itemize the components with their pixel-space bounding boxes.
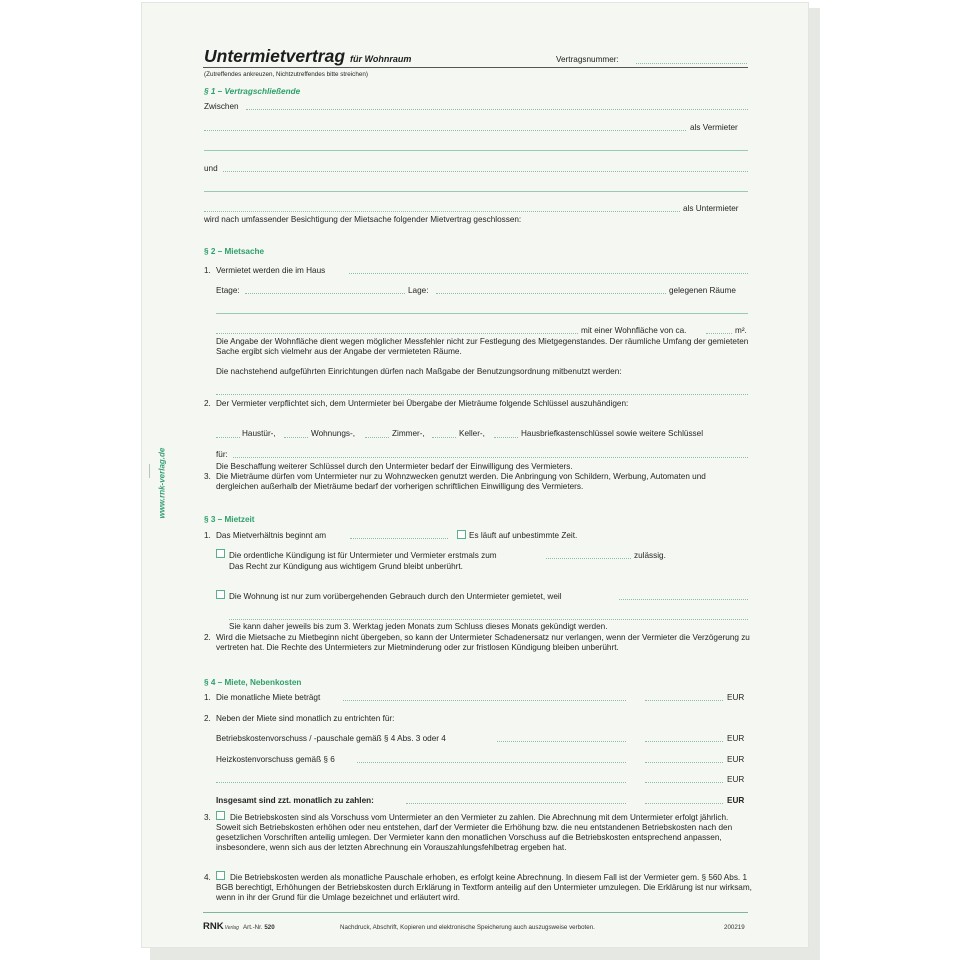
s2-item2-text: Der Vermieter verpflichtet sich, dem Untermieter bei Übergabe der Mieträume folgende Schlüssel auszuhändigen: [216, 399, 629, 408]
rooms-field-2[interactable] [216, 333, 578, 334]
operating-amount-field[interactable] [645, 741, 723, 742]
indefinite-label: Es läuft auf unbestimmte Zeit. [469, 531, 578, 540]
temporary-label: Die Wohnung ist nur zum vorübergehenden Gebrauch durch den Untermieter gemietet, weil [229, 592, 562, 601]
s4-item2-number: 2. [204, 714, 211, 723]
area-field[interactable] [706, 333, 732, 334]
location-label: Lage: [408, 286, 429, 295]
indefinite-checkbox[interactable] [457, 530, 466, 539]
floor-field[interactable] [245, 293, 405, 294]
monthly-rent-label: Die monatliche Miete beträgt [216, 693, 321, 702]
heating-costs-label: Heizkostenvorschuss gemäß § 6 [216, 755, 335, 764]
as-landlord-label: als Vermieter [690, 123, 738, 132]
header-rule [203, 67, 748, 68]
first-notice-label: Die ordentliche Kündigung ist für Untermieter und Vermieter erstmals zum [229, 551, 497, 560]
temporary-reason-field[interactable] [619, 599, 748, 600]
section-3-heading: § 3 – Mietzeit [204, 515, 255, 524]
s2-item1-number: 1. [204, 266, 211, 275]
temporary-checkbox[interactable] [216, 590, 225, 599]
s2-item3-number: 3. [204, 472, 211, 481]
instruction-note: (Zutreffendes ankreuzen, Nichtzutreffendes bitte streichen) [204, 71, 368, 78]
temporary-reason-field-2[interactable] [229, 619, 748, 620]
permissible-label: zulässig. [634, 551, 666, 560]
subtenant-field-2[interactable] [204, 191, 748, 192]
temporary-notice-text: Sie kann daher jeweils bis zum 3. Werktag jeden Monats zum Schluss dieses Monats gekündigt werden. [229, 622, 608, 631]
operating-dots [497, 741, 626, 742]
s2-item2-number: 2. [204, 399, 211, 408]
s3-item2-number: 2. [204, 633, 211, 642]
heating-amount-field[interactable] [645, 762, 723, 763]
house-field[interactable] [349, 273, 748, 274]
area-unit: m². [735, 326, 747, 335]
start-label: Das Mietverhältnis beginnt am [216, 531, 327, 540]
title-main: Untermietvertrag [204, 46, 346, 66]
first-notice-date-field[interactable] [546, 558, 631, 559]
key-room: Zimmer-, [392, 429, 425, 438]
subtenant-field-1[interactable] [223, 171, 748, 172]
and-label: und [204, 164, 218, 173]
title-sub: für Wohnraum [350, 54, 412, 64]
s4-item4-text: Die Betriebskosten werden als monatliche Pauschale erhoben, es erfolgt keine Abrechnung. In diesem Fall ist der Vermieter gem. § 560 Abs. 1 BGB berechtigt, Erhöhungen der Betriebskosten durch Erklärung in Textform anteilig auf den Untermieter umzulegen. Die Erklärung ist nur wirksam, wenn in ihr der Grund für die Umlage bezeichnet und erläutert wird. [216, 873, 752, 902]
extra-currency: EUR [727, 775, 745, 784]
s2-item3-text: Die Mieträume dürfen vom Untermieter nur zu Wohnzwecken genutzt werden. Die Anbringung von Schildern, Werbung, Automaten und dergleichen außerhalb der Mieträume bedarf der vorherigen schriftlichen Einwilligung des Vermieters. [216, 472, 706, 491]
side-fold-mark [149, 464, 150, 478]
s4-item3-number: 3. [204, 813, 211, 822]
front-door-keys-count[interactable] [216, 437, 240, 438]
first-notice-checkbox[interactable] [216, 549, 225, 558]
article-number: Art.-Nr. 520 [243, 924, 275, 931]
rooms-field[interactable] [216, 313, 748, 314]
keys-note: Die Beschaffung weiterer Schlüssel durch den Untermieter bedarf der Einwilligung des Vermieters. [216, 462, 573, 471]
key-cellar: Keller-, [459, 429, 485, 438]
extra-amount-field[interactable] [645, 782, 723, 783]
landlord-field-3[interactable] [204, 150, 748, 151]
total-dots [406, 803, 626, 804]
apartment-keys-count[interactable] [284, 437, 308, 438]
location-field[interactable] [436, 293, 666, 294]
page-title [204, 46, 411, 67]
total-label: Insgesamt sind zzt. monatlich zu zahlen: [216, 796, 374, 805]
rooms-label: gelegenen Räume [669, 286, 736, 295]
total-currency: EUR [727, 796, 745, 805]
start-date-field[interactable] [350, 538, 448, 539]
rent-dots [343, 700, 626, 701]
s4-item3-text: Die Betriebskosten sind als Vorschuss vom Untermieter an den Vermieter zu zahlen. Die Abrechnung mit dem Untermieter erfolgt jährlich. Soweit sich Betriebskosten erhöhen oder neu entstehen, darf der Vermieter die Erhöhung bzw. die neu entstandenen Betriebskosten nach den gesetzlichen Vorschriften anteilig umlegen. Der Vermieter kann den monatlichen Vorschuss auf die Betriebskosten entsprechend anpassen, insbesondere, wenn sich aus der letzten Abrechnung ein Vorauszahlungsfehlbetrag ergeben hat. [216, 813, 733, 852]
cause-notice-text: Das Recht zur Kündigung aus wichtigem Grund bleibt unberührt. [229, 562, 463, 571]
area-note: Die Angabe der Wohnfläche dient wegen möglicher Messfehler nicht zur Festlegung des Mietgegenstandes. Der räumliche Umfang der gemieteten Sache ergibt sich vielmehr aus der Angabe der vermieteten Räume. [216, 337, 749, 356]
landlord-field-1[interactable] [246, 109, 748, 110]
heating-dots [357, 762, 626, 763]
contract-closing-text: wird nach umfassender Besichtigung der Mietsache folgender Mietvertrag geschlossen: [204, 215, 522, 224]
rent-currency: EUR [727, 693, 745, 702]
rent-amount-field[interactable] [645, 700, 723, 701]
contract-number-label: Vertragsnummer: [556, 55, 619, 64]
extra-cost-field[interactable] [216, 782, 626, 783]
total-amount-field[interactable] [645, 803, 723, 804]
besides-rent-label: Neben der Miete sind monatlich zu entrichten für: [216, 714, 395, 723]
key-front-door: Haustür-, [242, 429, 276, 438]
contract-number-field[interactable] [636, 63, 747, 64]
footer-rule [203, 912, 748, 913]
room-keys-count[interactable] [365, 437, 389, 438]
for-label: für: [216, 450, 228, 459]
side-url: www.rnk-verlag.de [157, 447, 167, 519]
facilities-field[interactable] [216, 394, 748, 395]
s4-item1-number: 1. [204, 693, 211, 702]
section-2-heading: § 2 – Mietsache [204, 247, 265, 256]
as-subtenant-label: als Untermieter [683, 204, 739, 213]
form-code: 200219 [724, 924, 745, 931]
operating-costs-label: Betriebskostenvorschuss / -pauschale gemäß § 4 Abs. 3 oder 4 [216, 734, 446, 743]
key-apartment: Wohnungs-, [311, 429, 355, 438]
area-label: mit einer Wohnfläche von ca. [581, 326, 687, 335]
key-mailbox-and-others: Hausbriefkastenschlüssel sowie weitere Schlüssel [521, 429, 704, 438]
heating-currency: EUR [727, 755, 745, 764]
section-4-heading: § 4 – Miete, Nebenkosten [204, 678, 302, 687]
section-1-heading: § 1 – Vertragschließende [204, 87, 301, 96]
other-keys-field[interactable] [233, 457, 748, 458]
s3-item2-text: Wird die Mietsache zu Mietbeginn nicht übergeben, so kann der Untermieter Schadenersatz nur verlangen, wenn der Vermieter die Verzögerung zu vertreten hat. Die Rechte des Untermieters zur Mietminderung oder zur fristlosen Kündigung bleiben unberührt. [216, 633, 750, 652]
between-label: Zwischen [204, 102, 239, 111]
floor-label: Etage: [216, 286, 240, 295]
publisher-logo: RNKVerlag [203, 921, 239, 932]
s2-item1-text: Vermietet werden die im Haus [216, 266, 326, 275]
cellar-keys-count[interactable] [432, 437, 456, 438]
copyright-notice: Nachdruck, Abschrift, Kopieren und elektronische Speicherung auch auszugsweise verboten. [340, 924, 595, 931]
subtenant-field-3[interactable] [204, 211, 680, 212]
facilities-text: Die nachstehend aufgeführten Einrichtungen dürfen nach Maßgabe der Benutzungsordnung mitbenutzt werden: [216, 367, 622, 376]
s4-item4-number: 4. [204, 873, 211, 882]
operating-currency: EUR [727, 734, 745, 743]
mailbox-keys-count[interactable] [494, 437, 518, 438]
s3-item1-number: 1. [204, 531, 211, 540]
landlord-field-2[interactable] [204, 130, 686, 131]
